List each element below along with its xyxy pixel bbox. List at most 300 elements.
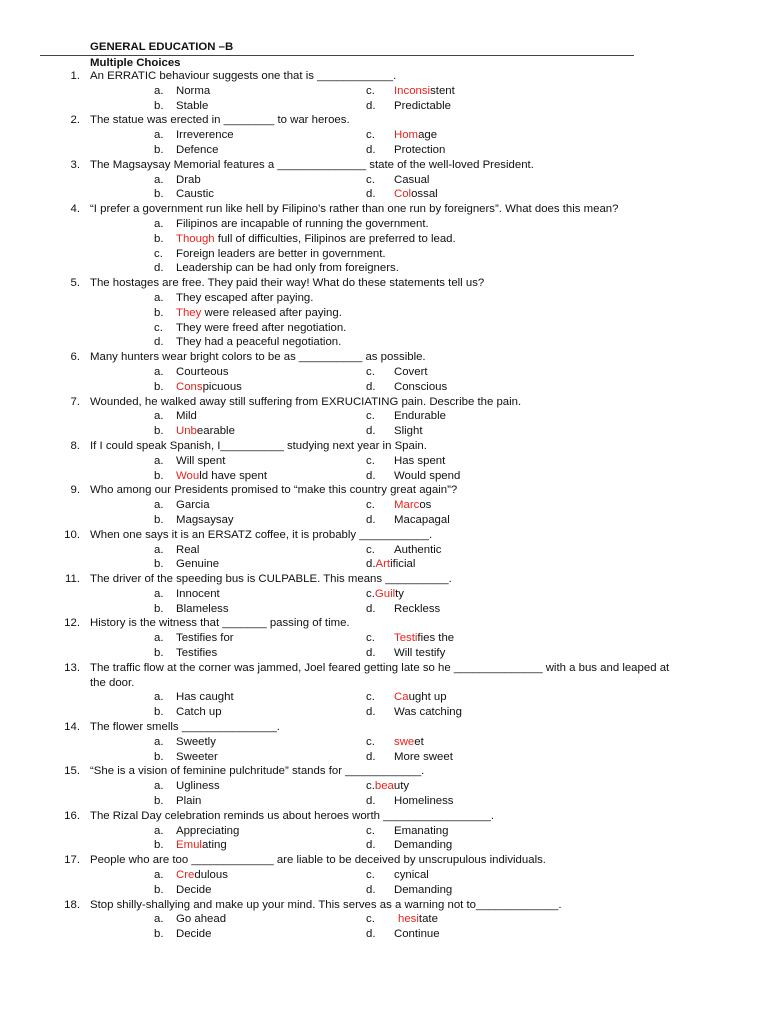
question-number: 6. [70,351,80,364]
answer-option-d [366,838,666,853]
option-letter: d. [366,143,376,156]
option-text-rest: age [418,129,438,142]
option-text [394,99,451,114]
option-text [176,321,346,336]
option-text [176,469,267,484]
question-text: The hostages are free. They paid their way! What do these statements tell us? [90,277,485,290]
option-text-highlight: Col [394,188,412,201]
option-text [176,247,386,262]
option-letter: a. [154,84,164,97]
option-letter: c. [366,691,375,704]
question-line [0,853,768,868]
option-letter: c. [366,410,375,423]
option-text [176,128,234,143]
option-text [394,602,440,617]
question-text: History is the witness that _______ passing of time. [90,617,350,630]
option-grid [154,365,768,395]
question-line [0,113,768,128]
answer-option-c [366,454,666,469]
option-text [176,646,217,661]
option-letter: d. [366,469,376,482]
option-text [176,454,225,469]
option-text [394,794,454,809]
question-item [0,69,768,113]
question-line [0,158,768,173]
answer-option-c [366,868,666,883]
option-text-value: Defence [176,143,219,156]
question-number: 1. [70,70,80,82]
question-text: If I could speak Spanish, I__________ studying next year in Spain. [90,439,427,452]
option-letter: d. [366,558,376,571]
question-text: When one says it is an ERSATZ coffee, it is probably ___________. [90,528,433,541]
option-text [176,794,201,809]
option-letter: c. [366,173,375,186]
question-number: 16. [64,809,80,822]
option-text [176,306,342,321]
question-item [0,720,768,764]
question-number: 14. [64,721,80,734]
option-letter: d. [366,99,376,112]
question-number: 12. [64,617,80,630]
option-text-value: Predictable [394,99,451,112]
option-text [176,735,216,750]
question-text: Wounded, he walked away still suffering from EXRUCIATING pain. Describe the pain. [90,395,522,408]
question-text: Who among our Presidents promised to “make this country great again”? [90,484,458,497]
option-text-value: Ugliness [176,780,220,793]
option-text [176,380,242,395]
option-text-value: They escaped after paying. [176,291,314,304]
option-text [394,543,442,558]
question-text: Stop shilly-shallying and make up your mind. This serves as a warning not to_____________. [90,898,562,911]
option-letter: d. [366,425,376,438]
option-text [176,750,218,765]
option-letter: a. [154,735,164,748]
option-text [394,187,438,202]
answer-option-a [154,173,366,188]
answer-option-b [154,469,366,484]
question-item [0,276,768,350]
option-text-rest: ld have spent [199,469,267,482]
option-text-value: Plain [176,795,202,808]
option-text-highlight: Marc [394,499,420,512]
option-text-value: Emanating [394,824,449,837]
answer-option-a [154,824,366,839]
option-text-value: Would spend [394,469,461,482]
option-letter: b. [154,188,164,201]
option-text [176,602,229,617]
option-text [176,291,313,306]
question-number: 9. [70,484,80,497]
option-letter: a. [154,499,164,512]
option-text-value: Drab [176,173,201,186]
option-letter: d. [366,928,376,941]
answer-option-b [154,646,366,661]
question-line [0,661,768,691]
option-letter: c. [154,247,163,260]
option-text-value: Was catching [394,706,462,719]
option-text-highlight: Emul [176,839,202,852]
option-text-value: Caustic [176,188,214,201]
option-letter: b. [154,750,164,763]
answer-option-b [154,883,366,898]
question-item [0,483,768,527]
option-text-value: Garcia [176,499,210,512]
option-text [176,365,229,380]
answer-option [154,247,768,262]
option-text-value: Catch up [176,706,222,719]
option-grid [154,868,768,898]
option-text-value: Has spent [394,454,446,467]
option-letter: a. [154,543,164,556]
question-item [0,572,768,616]
option-text-highlight: swe [394,735,415,748]
option-grid [154,587,768,617]
option-text [176,779,220,794]
option-text [394,380,447,395]
option-text-value: Innocent [176,587,220,600]
option-text-rest: ificial [390,558,416,571]
option-text-value: Mild [176,410,197,423]
answer-option [154,291,768,306]
option-letter: a. [154,632,164,645]
question-line [0,572,768,587]
answer-option-c [366,824,666,839]
answer-option-a [154,587,366,602]
option-letter: a. [154,691,164,704]
question-line [0,439,768,454]
option-text [394,469,460,484]
option-letter: b. [154,795,164,808]
option-text [176,912,226,927]
answer-option-d [366,557,666,572]
option-text [176,217,429,232]
answer-option-d [366,469,666,484]
answer-option-a [154,868,366,883]
answer-option-d [366,883,666,898]
option-text-highlight: Ca [394,691,409,704]
option-letter: c. [366,824,375,837]
question-text: An ERRATIC behaviour suggests one that is ____________. [90,70,397,82]
option-letter: c. [366,587,375,600]
question-item [0,809,768,853]
question-line [0,350,768,365]
answer-option [154,335,768,350]
option-text [176,883,211,898]
option-letter: d. [154,262,164,275]
option-grid [154,824,768,854]
option-text [375,779,409,794]
option-text-rest: tate [418,913,438,926]
answer-option-b [154,187,366,202]
option-letter: a. [154,410,164,423]
option-text-value: Authentic [394,543,442,556]
option-text [394,143,445,158]
answer-option-c [366,128,666,143]
option-letter: a. [154,824,164,837]
option-letter: a. [154,291,164,304]
answer-option-c [366,173,666,188]
option-letter: b. [154,380,164,393]
answer-option-d [366,602,666,617]
option-letter: b. [154,647,164,660]
question-line [0,395,768,410]
option-text-value: Reckless [394,602,441,615]
option-letter: a. [154,587,164,600]
answer-option-a [154,128,366,143]
option-text [176,187,214,202]
option-text-value: Has caught [176,691,234,704]
question-item [0,350,768,394]
answer-option-a [154,454,366,469]
question-item [0,764,768,808]
answer-option-b [154,750,366,765]
option-letter: d. [366,602,376,615]
question-item [0,898,768,942]
option-text [394,454,445,469]
option-text [376,557,416,572]
option-text-value: Demanding [394,839,453,852]
option-text-rest: stent [430,84,455,97]
page-title: GENERAL EDUCATION –B [90,41,234,53]
question-number: 18. [64,898,80,911]
answer-option [154,306,768,321]
answer-option-d [366,513,666,528]
question-text: The traffic flow at the corner was jammed, Joel feared getting late so he ______________ with a bus and leaped at the door. [90,661,670,689]
option-letter: d. [366,706,376,719]
option-letter: c. [366,84,375,97]
option-grid [154,735,768,765]
option-text [394,646,445,661]
option-text [176,824,239,839]
answer-option-b [154,927,366,942]
answer-option-b [154,705,366,720]
option-list [154,291,768,350]
option-text-highlight: Art [375,558,391,571]
option-letter: c. [366,632,375,645]
option-letter: d. [366,188,376,201]
question-line [0,809,768,824]
question-item [0,439,768,483]
answer-option-d [366,143,666,158]
answer-option-d [366,750,666,765]
answer-option [154,217,768,232]
answer-option [154,321,768,336]
option-letter: b. [154,425,164,438]
option-letter: b. [154,232,164,245]
option-text [394,631,454,646]
option-letter: c. [154,321,163,334]
answer-option-a [154,409,366,424]
option-text [394,365,428,380]
option-text-highlight: Cons [176,380,203,393]
answer-option-a [154,365,366,380]
option-text-highlight: Inconsi [394,84,431,97]
answer-option-c [366,631,666,646]
answer-option-a [154,912,366,927]
option-letter: b. [154,883,164,896]
option-letter: c. [366,454,375,467]
option-text-highlight: bea [374,780,394,793]
option-text [394,883,452,898]
answer-option [154,232,768,247]
option-letter: a. [154,869,164,882]
option-text [394,735,424,750]
answer-option-c [366,365,666,380]
option-text [176,587,220,602]
answer-option-a [154,543,366,558]
option-text [176,690,234,705]
option-text-rest: os [419,499,432,512]
option-letter: a. [154,173,164,186]
option-text-value: Will testify [394,647,446,660]
option-text [176,631,234,646]
question-text: The Rizal Day celebration reminds us about heroes worth _________________. [90,809,494,822]
question-number: 3. [70,158,80,171]
option-text-value: Genuine [176,558,220,571]
option-text-value: Decide [176,883,212,896]
option-text-highlight: Hom [394,129,419,142]
option-text-highlight: Though [176,232,215,245]
option-text-rest: ating [201,839,227,852]
option-text-highlight: Cre [176,869,195,882]
question-number: 8. [70,439,80,452]
question-item [0,616,768,660]
answer-option-a [154,498,366,513]
option-text-value: Sweeter [176,750,218,763]
question-list [0,69,768,942]
option-text-value: Courteous [176,365,229,378]
option-letter: a. [154,454,164,467]
option-text [394,424,423,439]
answer-option-c [366,690,666,705]
question-item [0,202,768,276]
option-text [176,557,219,572]
option-grid [154,84,768,114]
option-letter: a. [154,780,164,793]
option-text-highlight: hesi [398,913,419,926]
option-text [176,705,222,720]
option-letter: d. [366,380,376,393]
answer-option-d [366,646,666,661]
option-text [394,409,446,424]
option-text-rest: ty [395,587,405,600]
option-text [176,543,199,558]
option-text-value: Will spent [176,454,226,467]
option-letter: c. [366,780,375,793]
option-text-rest: ossal [411,188,438,201]
option-letter: c. [366,499,375,512]
option-text [394,927,440,942]
option-text-rest: uty [393,780,410,793]
option-grid [154,409,768,439]
option-letter: b. [154,513,164,526]
option-text [176,498,210,513]
option-grid [154,173,768,203]
option-text-highlight: Wou [176,469,200,482]
option-grid [154,690,768,720]
option-text [394,173,429,188]
question-number: 13. [64,661,80,674]
option-letter: c. [366,365,375,378]
option-text-value: Irreverence [176,129,234,142]
option-text-highlight: Unb [176,425,197,438]
option-text-value: Blameless [176,602,229,615]
option-text-value: Conscious [394,380,448,393]
option-text [394,498,431,513]
question-text: “I prefer a government run like hell by Filipino’s rather than one run by foreigners”. What does this mean? [90,203,619,216]
option-letter: a. [154,913,164,926]
option-text [394,513,450,528]
answer-option [154,261,768,276]
option-text [394,705,462,720]
answer-option-c [366,409,666,424]
question-text: The flower smells _______________. [90,721,280,734]
option-text-value: Testifies [176,647,218,660]
option-text [398,912,438,927]
option-text-value: Go ahead [176,913,227,926]
option-text [176,261,399,276]
question-number: 10. [64,528,80,541]
option-text [176,868,228,883]
option-text [394,838,452,853]
option-list [154,217,768,276]
option-text [375,587,404,602]
option-text [176,513,234,528]
option-text [176,143,218,158]
option-text-value: Magsaysay [176,513,234,526]
answer-option-c [366,498,666,513]
option-text-value: Sweetly [176,735,216,748]
answer-option-c [366,912,666,927]
option-text-rest: ught up [408,691,447,704]
option-letter: c. [366,129,375,142]
question-number: 7. [70,395,80,408]
option-text [176,335,341,350]
option-text-rest: fies the [417,632,455,645]
option-text [394,868,429,883]
option-letter: b. [154,306,164,319]
answer-option-a [154,690,366,705]
option-grid [154,128,768,158]
option-text-value: They were freed after negotiation. [176,321,347,334]
answer-option-a [154,631,366,646]
question-item [0,395,768,439]
option-text-value: Casual [394,173,430,186]
option-letter: b. [154,839,164,852]
answer-option-d [366,705,666,720]
option-text-value: Decide [176,928,212,941]
option-text-value: Appreciating [176,824,240,837]
option-letter: b. [154,602,164,615]
answer-option-a [154,84,366,99]
option-letter: d. [366,795,376,808]
answer-option-a [154,779,366,794]
option-text-value: Homeliness [394,795,454,808]
option-letter: d. [366,513,376,526]
answer-option-b [154,513,366,528]
option-letter: c. [366,735,375,748]
question-line [0,69,768,84]
question-number: 15. [64,765,80,778]
question-text: Many hunters wear bright colors to be as __________ as possible. [90,351,426,364]
question-line [0,276,768,291]
option-text-rest: earable [196,425,235,438]
question-number: 11. [65,573,80,586]
option-letter: b. [154,99,164,112]
option-text-highlight: Guil [374,587,396,600]
option-text-value: They had a peaceful negotiation. [176,336,342,349]
option-text [394,128,437,143]
